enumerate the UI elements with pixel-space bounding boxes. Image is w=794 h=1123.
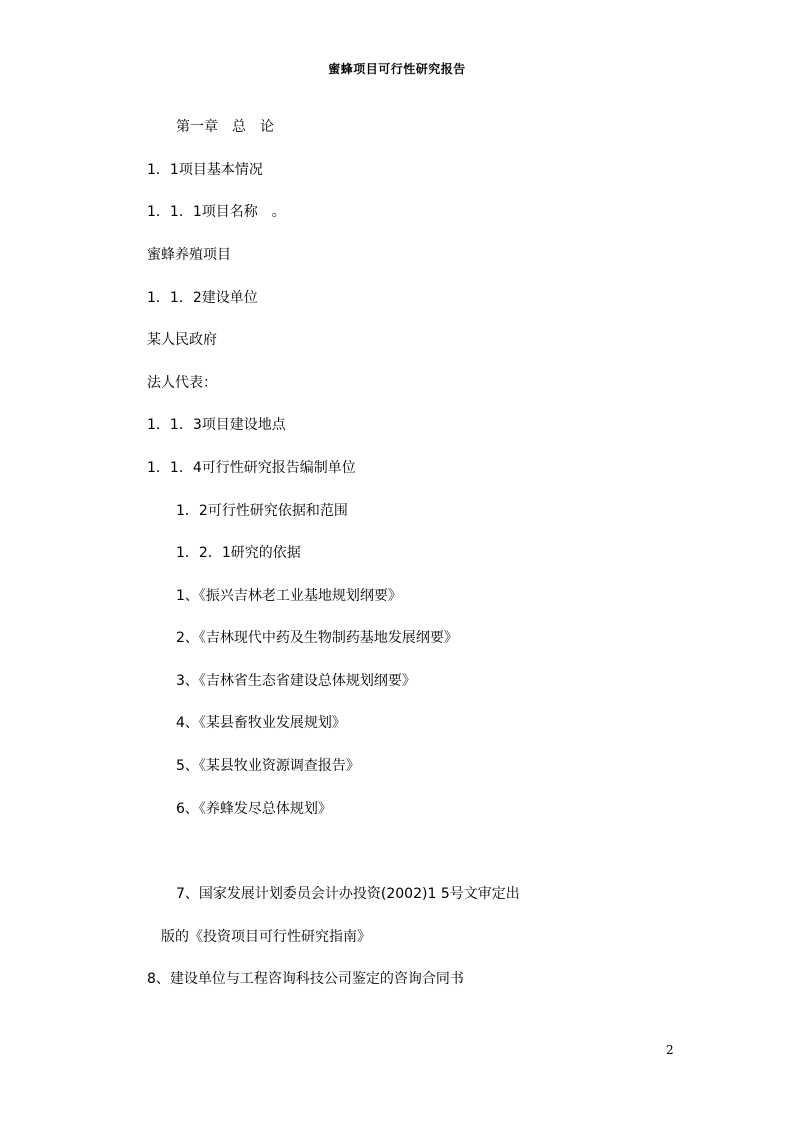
basis-item-8: 8、建设单位与工程咨询科技公司鉴定的咨询合同书 <box>147 971 464 987</box>
section-1-1-3-heading: 1．1．3项目建设地点 <box>147 417 286 433</box>
page-header-title: 蜜蜂项目可行性研究报告 <box>328 62 466 76</box>
section-1-1-1-heading: 1．1．1项目名称 。 <box>147 204 286 220</box>
page-number: 2 <box>666 1043 674 1057</box>
basis-item-7-line-1: 7、国家发展计划委员会计办投资(2002)1 5号文审定出 <box>176 886 520 902</box>
section-1-1-heading: 1．1项目基本情况 <box>147 162 263 178</box>
chapter-title: 第一章 总 论 <box>176 119 274 135</box>
basis-item-7-line-2: 版的《投资项目可行性研究指南》 <box>161 929 371 945</box>
builder-text: 某人民政府 <box>147 332 217 348</box>
section-1-1-4-heading: 1．1．4可行性研究报告编制单位 <box>147 460 356 476</box>
section-1-1-2-heading: 1．1．2建设单位 <box>147 290 258 306</box>
basis-item: 3、《吉林省生态省建设总体规划纲要》 <box>176 673 416 689</box>
section-1-2-heading: 1．2可行性研究依据和范围 <box>176 503 348 519</box>
basis-item: 6、《养蜂发尽总体规划》 <box>176 801 332 817</box>
basis-item: 4、《某县畜牧业发展规划》 <box>176 715 346 731</box>
basis-item: 2、《吉林现代中药及生物制药基地发展纲要》 <box>176 630 458 646</box>
legal-representative-label: 法人代表： <box>147 375 217 391</box>
basis-item: 5、《某县牧业资源调查报告》 <box>176 758 360 774</box>
section-1-2-1-heading: 1．2．1研究的依据 <box>176 545 301 561</box>
project-name-text: 蜜蜂养殖项目 <box>147 247 231 263</box>
basis-item: 1、《振兴吉林老工业基地规划纲要》 <box>176 588 402 604</box>
